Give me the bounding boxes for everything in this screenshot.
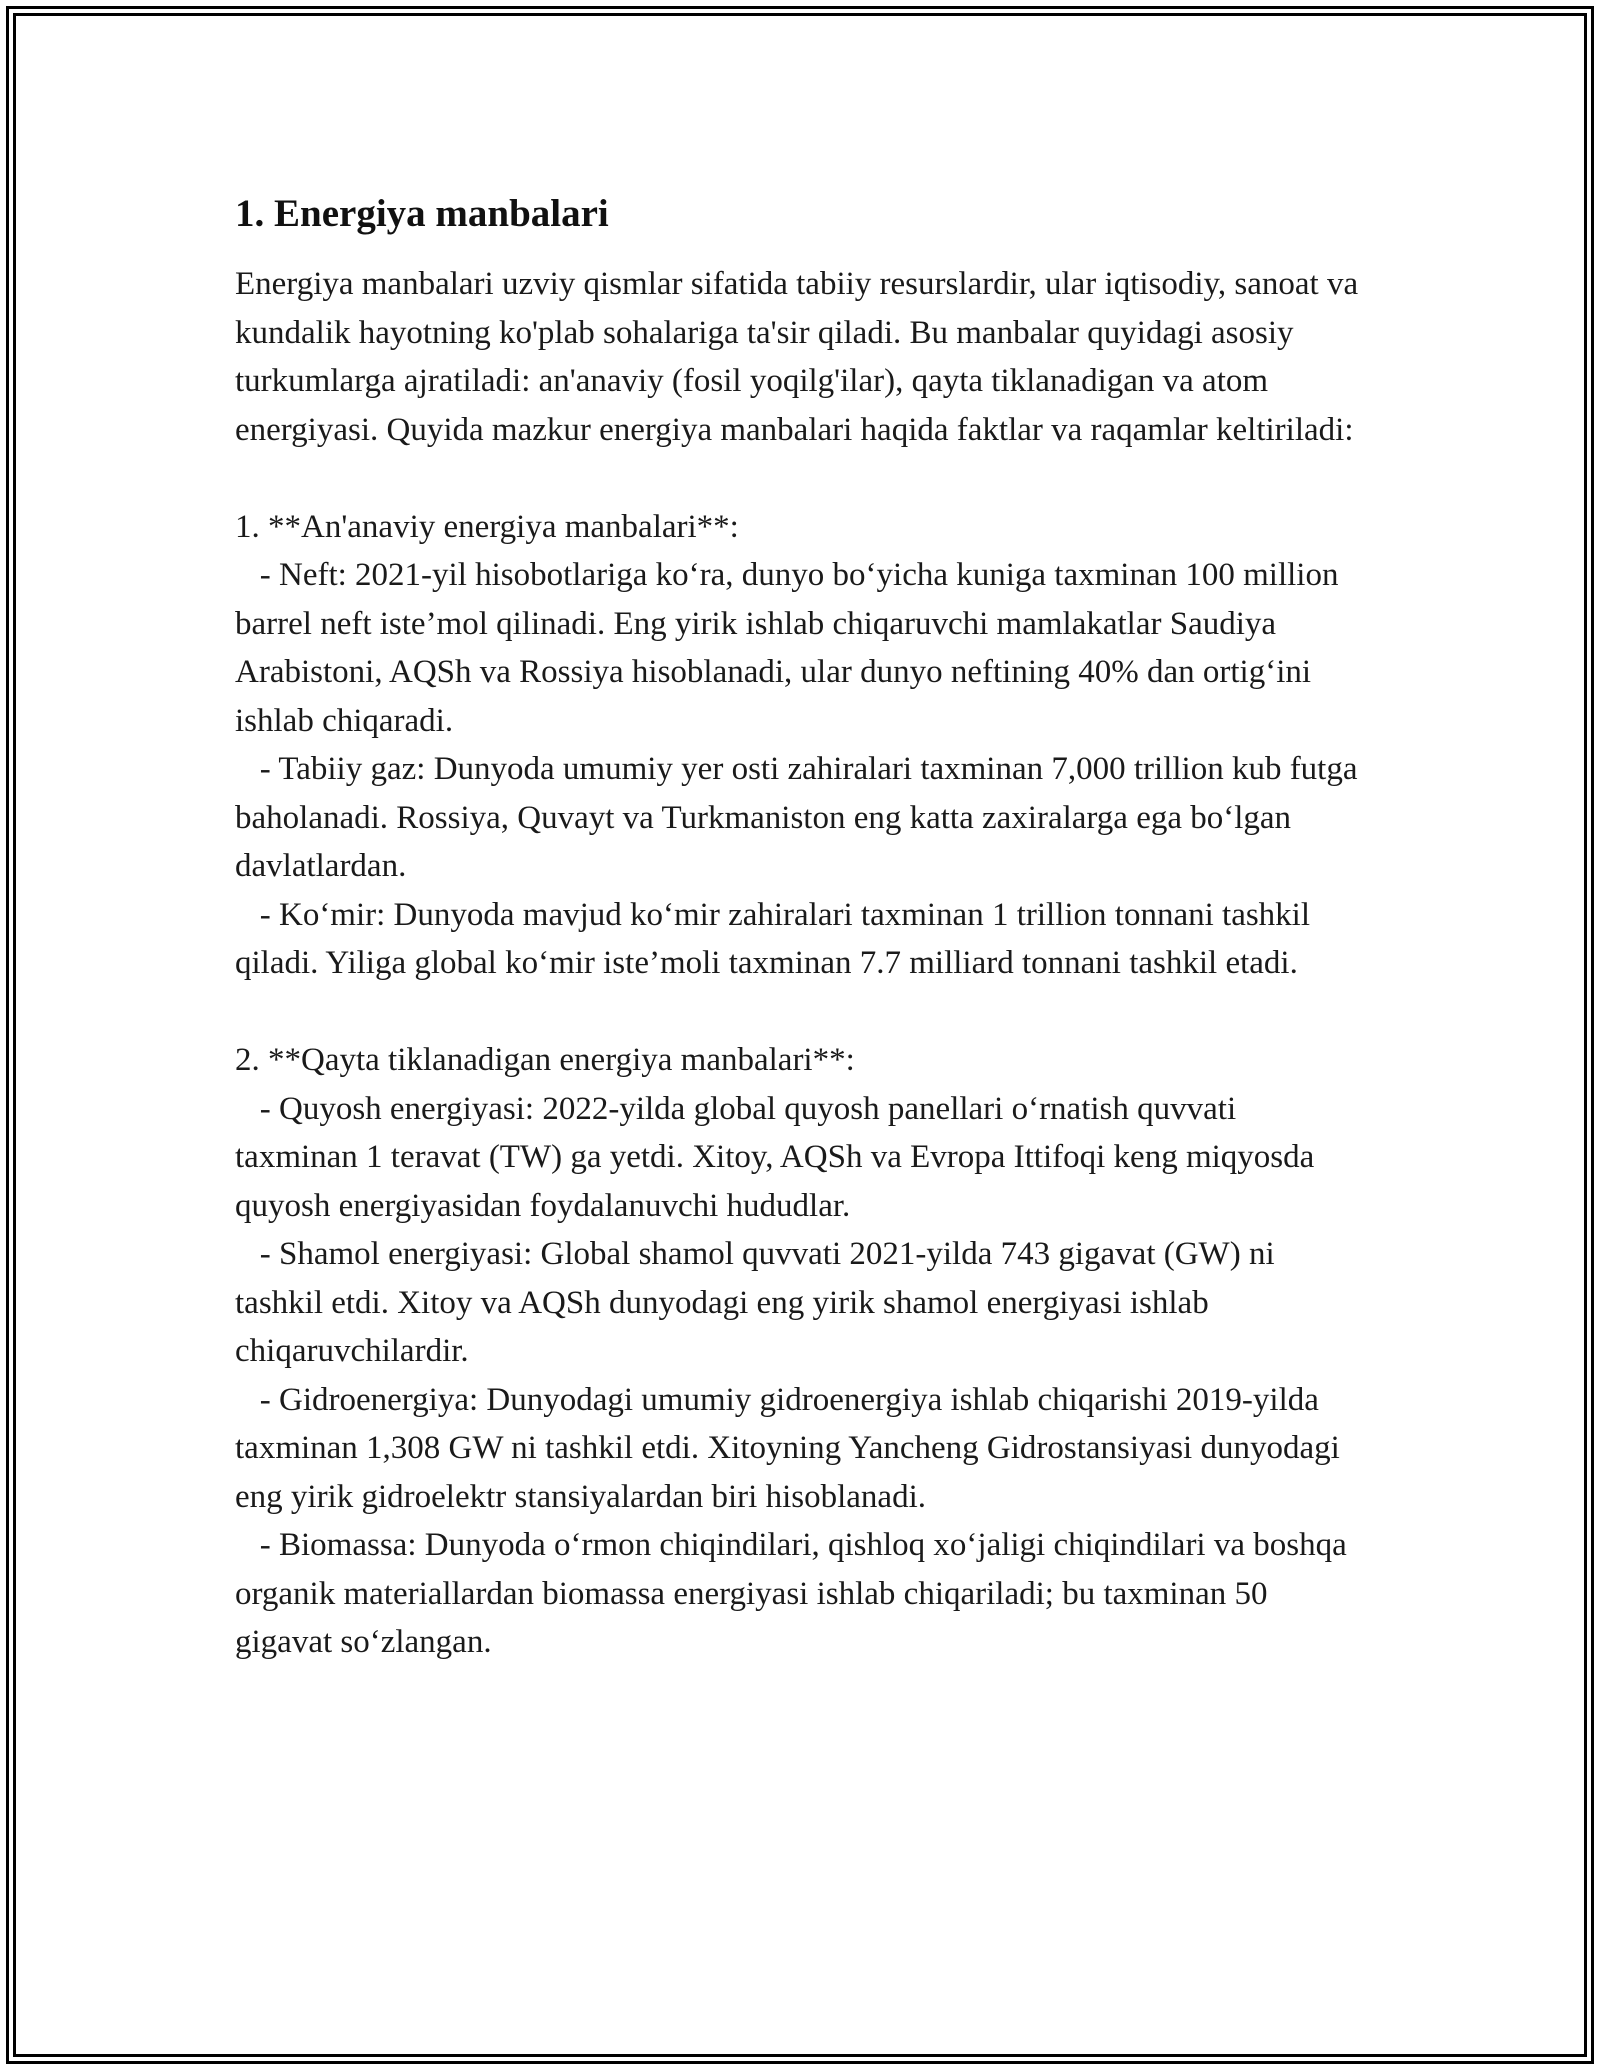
- list-item-wind: [235, 1230, 1365, 1376]
- list-item-biomass-text: - Biomassa: Dunyoda o‘rmon chiqindilari, qishloq xo‘jaligi chiqindilari va boshqa organik materiallardan biomassa energiyasi ishlab chiqariladi; bu taxminan 50 gigavat so‘zlangan.: [235, 1527, 1347, 1660]
- section-title-renewable: 2. **Qayta tiklanadigan energiya manbalari**:: [235, 1042, 855, 1078]
- list-item-oil: [235, 551, 1365, 745]
- list-item-hydro-text: - Gidroenergiya: Dunyodagi umumiy gidroenergiya ishlab chiqarishi 2019-yilda taxminan 1,308 GW ni tashkil etdi. Xitoyning Yancheng Gidrostansiyasi dunyodagi eng yirik gidroelektr stansiyalardan biri hisoblanadi.: [235, 1381, 1340, 1515]
- list-item-hydro: [235, 1376, 1365, 1522]
- list-item-biomass: [235, 1521, 1365, 1667]
- list-item-wind-text: - Shamol energiyasi: Global shamol quvvati 2021-yilda 743 gigavat (GW) ni tashkil etdi. Xitoy va AQSh dunyodagi eng yirik shamol energiyasi ishlab chiqaruvchilardir.: [235, 1236, 1275, 1369]
- section-heading: 1. Energiya manbalari: [235, 192, 609, 235]
- list-item-solar-text: - Quyosh energiyasi: 2022-yilda global quyosh panellari o‘rnatish quvvati taxminan 1 teravat (TW) ga yetdi. Xitoy, AQSh va Evropa Ittifoqi keng miqyosda quyosh energiyasidan foydalanuvchi hududlar.: [235, 1090, 1315, 1224]
- paragraph-spacer: [235, 988, 1365, 1037]
- intro-paragraph: Energiya manbalari uzviy qismlar sifatida tabiiy resurslardir, ular iqtisodiy, sanoat va kundalik hayotning ko'plab sohalariga ta'sir qiladi. Bu manbalar quyidagi asosiy turkumlarga ajratiladi: an'anaviy (fosil yoqilg'ilar), qayta tiklanadigan va atom energiyasi. Quyida mazkur energiya manbalari haqida faktlar va raqamlar keltiriladi:: [235, 266, 1359, 448]
- paragraph-spacer: [235, 454, 1365, 503]
- list-item-solar: [235, 1085, 1365, 1231]
- list-item-coal-text: - Ko‘mir: Dunyoda mavjud ko‘mir zahiralari taxminan 1 trillion tonnani tashkil qiladi. Yiliga global ko‘mir iste’moli taxminan 7.7 milliard tonnani tashkil etadi.: [235, 896, 1311, 981]
- list-item-oil-text: - Neft: 2021-yil hisobotlariga ko‘ra, dunyo bo‘yicha kuniga taxminan 100 million barrel neft iste’mol qilinadi. Eng yirik ishlab chiqaruvchi mamlakatlar Saudiya Arabistoni, AQSh va Rossiya hisoblanadi, ular dunyo neftining 40% dan ortig‘ini ishlab chiqaradi.: [235, 557, 1339, 739]
- list-item-coal: [235, 891, 1365, 988]
- list-item-gas-text: - Tabiiy gaz: Dunyoda umumiy yer osti zahiralari taxminan 7,000 trillion kub futga baholanadi. Rossiya, Quvayt va Turkmaniston eng katta zaxiralarga ega bo‘lgan davlatlardan.: [235, 751, 1358, 884]
- list-item-gas: [235, 745, 1365, 891]
- document-body: [235, 188, 1365, 1667]
- section-title-traditional: 1. **An'anaviy energiya manbalari**:: [235, 508, 739, 545]
